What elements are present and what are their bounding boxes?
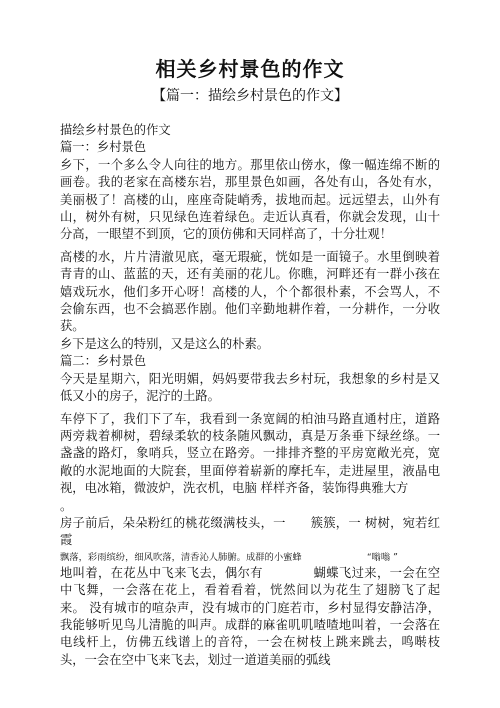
paragraph: 乡下是这么的特别，又是这么的朴素。 — [60, 336, 270, 351]
paragraph: 飘落，彩雨缤纷，细风吹落，清香沁人肺腑。成群的小蜜蜂 “嗡嗡 ” — [60, 551, 398, 563]
document-body — [60, 122, 440, 669]
paragraph: 描绘乡村景色的作文 — [60, 123, 171, 137]
paragraph: 篇二：乡村景色 — [60, 354, 147, 369]
paragraph: 房子前后，朵朵粉红的桃花缀满枝头，一 簇簇，一 树树，宛若红霞 — [60, 515, 440, 548]
page-subtitle: 【篇一：描绘乡村景色的作文】 — [152, 88, 348, 104]
paragraph: 乡下，一个多么令人向往的地方。那里依山傍水，像一幅连绵不断的画卷。我的老家在高楼东岩，那里景色如画，各处有山，各处有水，美丽极了！高楼的山，座座奇陡峭秀，拔地而起。远远望去，山外有山，树外有树，只见绿色连着绿色。走近认真看，你就会发现，山十分高，一眼望不到顶，它的顶仿佛和天同样高了，十分壮观！ — [60, 157, 440, 242]
paragraph: 车停下了，我们下了车，我看到一条宽阔的柏油马路直通村庄，道路两旁栽着柳树，碧绿柔软的枝条随风飘动，真是万条垂下绿丝绦。一盏盏的路灯，象哨兵，竖立在路旁。一排排齐整的平房宽敞光亮，宽敞的水泥地面的大院套，里面停着崭新的摩托车，走进屋里，液晶电视，电冰箱，微波炉，洗衣机，电脑 样样齐备，装饰得典雅大方 — [60, 411, 440, 496]
paragraph: 。 — [60, 498, 73, 513]
page-title: 相关乡村景色的作文 — [155, 57, 345, 81]
paragraph: 高楼的水，片片清澈见底，毫无瑕疵，恍如是一面镜子。水里倒映着青青的山、蓝蓝的天，还有美丽的花儿。你瞧，河畔还有一群小孩在嬉戏玩水，他们多开心呀！高楼的人，个个都很朴素，不会骂人，不会偷东西，也不会搞恶作剧。他们辛勤地耕作着，一分耕作，一分收获。 — [60, 249, 440, 334]
paragraph: 地叫着，在花丛中飞来飞去，偶尔有 蝴蝶飞过来，一会在空中飞舞，一会落在花上，看着看着，恍然间以为花生了翅膀飞了起来。 没有城市的喧杂声，没有城市的门庭若市，乡村显得安静洁净，我能够听见鸟儿清脆的叫声。成群的麻雀叽叽喳喳地叫着，一会落在电线杆上，仿佛五线谱上的音符，一会在树枝上跳来跳去，鸣啭枝头，一会在空中飞来飞去，划过一道道美丽的弧线 — [60, 565, 440, 667]
paragraph: 篇一：乡村景色 — [60, 140, 147, 155]
paragraph: 今天是星期六，阳光明媚，妈妈要带我去乡村玩，我想象的乡村是又低又小的房子，泥泞的土路。 — [60, 371, 440, 404]
